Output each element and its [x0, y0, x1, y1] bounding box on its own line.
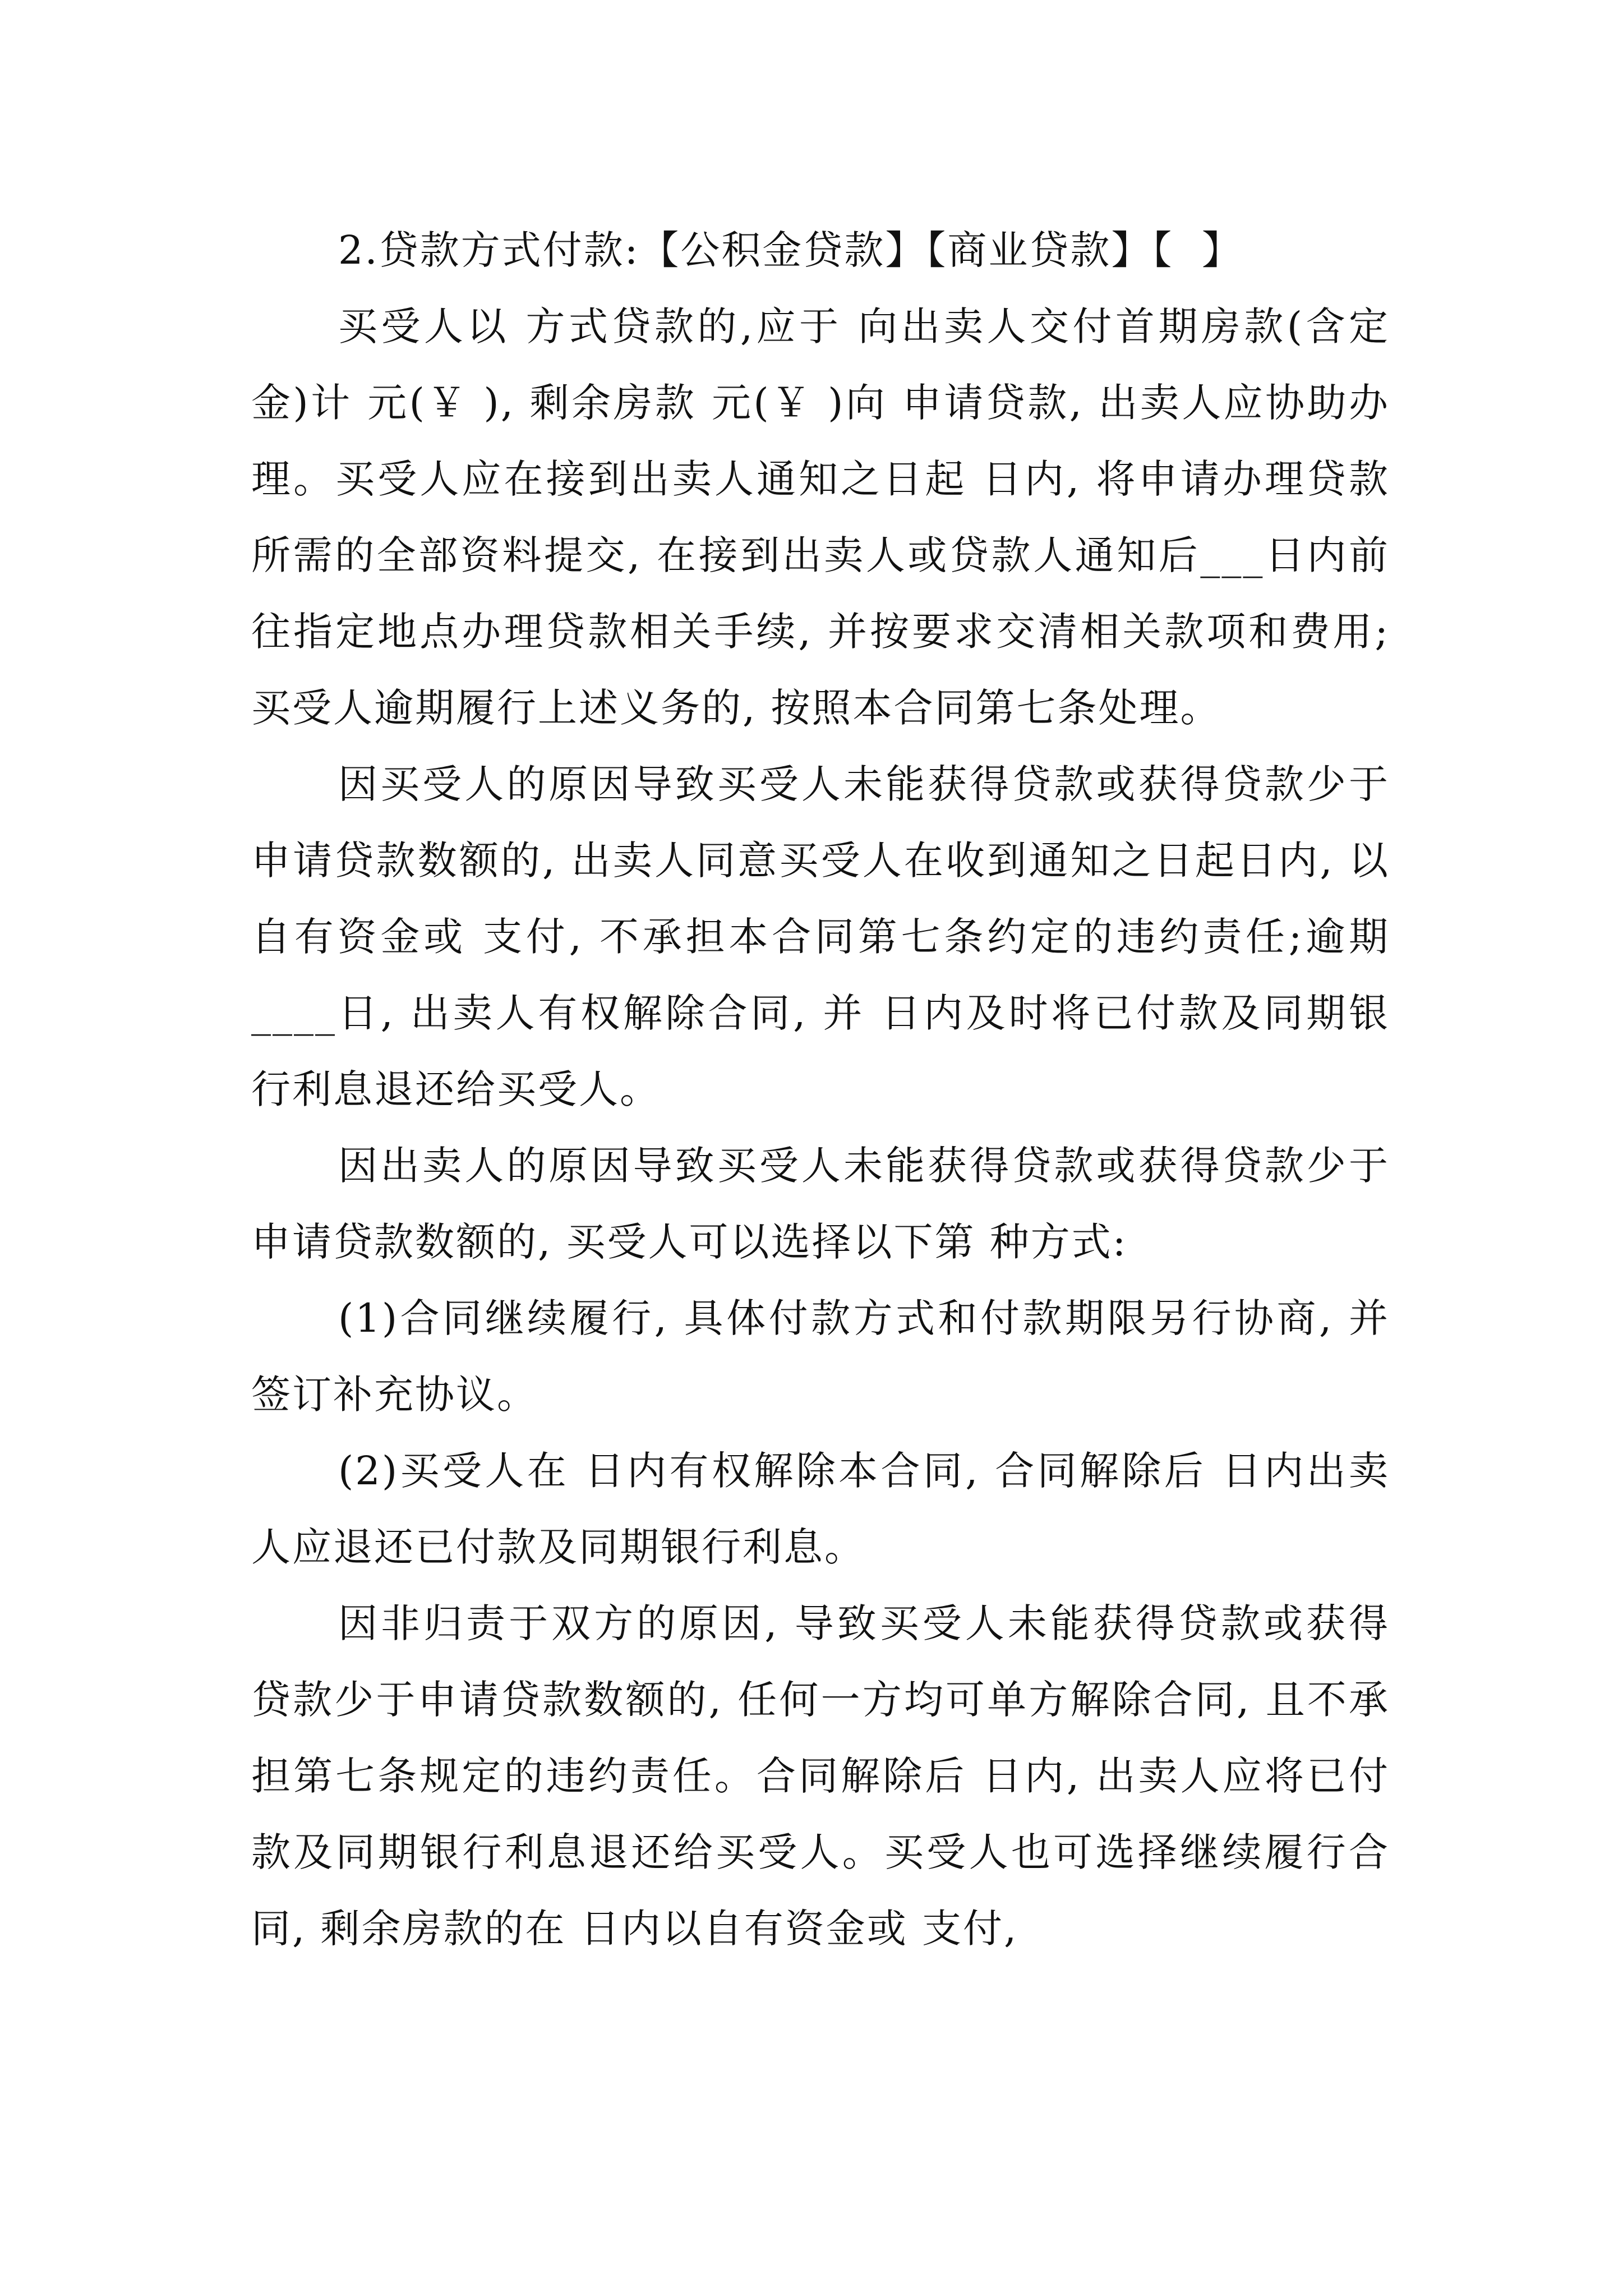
paragraph-no-fault: 因非归责于双方的原因, 导致买受人未能获得贷款或获得贷款少于申请贷款数额的, 任何一方均可单方解除合同, 且不承担第七条规定的违约责任。合同解除后 日内, 出卖人应将已付款及同期银行利息退还给买受人。买受人也可选择继续履行合同, 剩余房款的在 日内以自有资金或 支付, [251, 1600, 1390, 1952]
paragraph-loan-procedure: 买受人以 方式贷款的,应于 向出卖人交付首期房款(含定金)计 元(￥ ), 剩余房款 元(￥ )向 申请贷款, 出卖人应协助办理。买受人应在接到出卖人通知之日起 日内, 将申请办理贷款所需的全部资料提交, 在接到出卖人或贷款人通知后___日内前往指定地点办理贷款相关手续, 并按要求交清相关款项和费用;买受人逾期履行上述义务的, 按照本合同第七条处理。 [251, 303, 1390, 731]
paragraph-option-1: (1)合同继续履行, 具体付款方式和付款期限另行协商, 并签订补充协议。 [251, 1295, 1390, 1418]
paragraph-option-2: (2)买受人在 日内有权解除本合同, 合同解除后 日内出卖人应退还已付款及同期银行利息。 [251, 1448, 1390, 1570]
paragraph-buyer-fault: 因买受人的原因导致买受人未能获得贷款或获得贷款少于申请贷款数额的, 出卖人同意买受人在收到通知之日起日内, 以自有资金或 支付, 不承担本合同第七条约定的违约责任;逾期____日, 出卖人有权解除合同, 并 日内及时将已付款及同期银行利息退还给买受人。 [251, 761, 1390, 1112]
paragraph-loan-payment-heading: 2.贷款方式付款:【公积金贷款】【商业贷款】【 】 [338, 227, 1243, 273]
document-body [251, 212, 1390, 1967]
paragraph-seller-fault: 因出卖人的原因导致买受人未能获得贷款或获得贷款少于申请贷款数额的, 买受人可以选择以下第 种方式: [251, 1143, 1390, 1265]
